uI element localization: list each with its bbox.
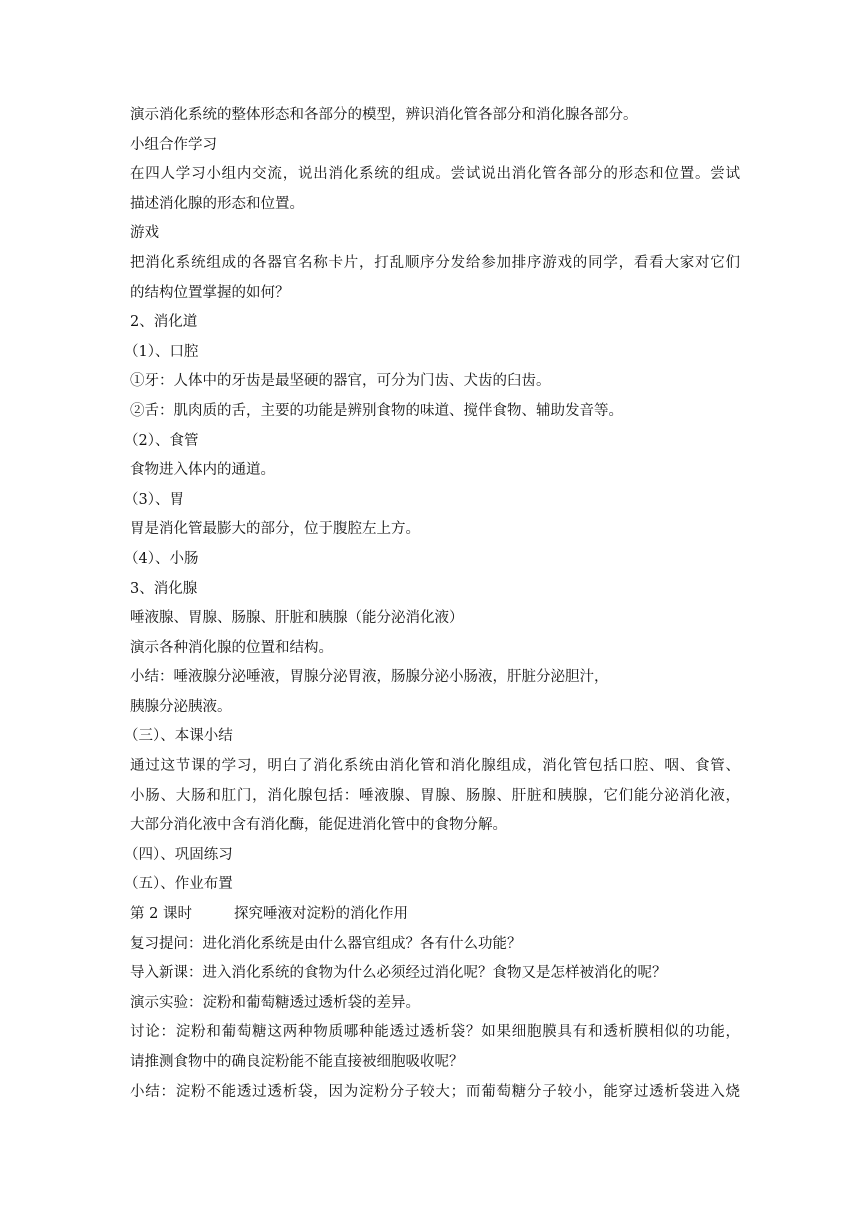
text-line: ②舌：肌肉质的舌，主要的功能是辨别食物的味道、搅伴食物、辅助发音等。: [130, 402, 623, 419]
subsection-heading: （2）、食管: [124, 432, 199, 449]
text-line: 把消化系统组成的各器官名称卡片，打乱顺序分发给参加排序游戏的同学，看看大家对它们: [130, 254, 740, 271]
text-line: 演示实验：淀粉和葡萄糖透过透析袋的差异。: [130, 994, 420, 1011]
text-line: 复习提问：进化消化系统是由什么器官组成？各有什么功能？: [130, 935, 522, 952]
text-line: 小结：唾液腺分泌唾液，胃腺分泌胃液，肠腺分泌小肠液，肝脏分泌胆汁，: [130, 669, 609, 686]
text-line: 唾液腺、胃腺、肠腺、肝脏和胰腺（能分泌消化液）: [130, 610, 464, 627]
text-line: 在四人学习小组内交流，说出消化系统的组成。尝试说出消化管各部分的形态和位置。尝试: [130, 166, 740, 183]
lesson-number: 第 2 课时: [130, 906, 192, 923]
text-line: 小肠、大肠和肛门，消化腺包括：唾液腺、胃腺、肠腺、肝脏和胰腺，它们能分泌消化液，: [130, 787, 740, 804]
text-line: 演示各种消化腺的位置和结构。: [130, 639, 333, 656]
text-line: 请推测食物中的确良淀粉能不能直接被细胞吸收呢？: [130, 1054, 464, 1070]
section-heading: （四）、巩固练习: [124, 846, 233, 863]
section-heading: （五）、作业布置: [124, 876, 233, 893]
subsection-heading: （3）、胃: [124, 491, 184, 508]
section-heading: （三）、本课小结: [124, 728, 233, 745]
section-heading: 游戏: [130, 225, 159, 242]
text-line: 演示消化系统的整体形态和各部分的模型，辨识消化管各部分和消化腺各部分。: [130, 107, 638, 123]
text-line: 导入新课：进入消化系统的食物为什么必须经过消化呢？食物又是怎样被消化的呢？: [130, 965, 667, 982]
text-line: 食物进入体内的通道。: [130, 462, 275, 479]
lesson-title: [130, 900, 740, 930]
section-heading: 3、消化腺: [130, 580, 198, 597]
subsection-heading: （1）、口腔: [124, 343, 199, 360]
text-line: 胃是消化管最膨大的部分，位于腹腔左上方。: [130, 521, 420, 538]
lesson-topic: 探究唾液对淀粉的消化作用: [233, 906, 408, 923]
document-body: [124, 101, 740, 1107]
text-line: 的结构位置掌握的如何？: [130, 284, 290, 301]
text-line: 描述消化腺的形态和位置。: [130, 195, 304, 212]
subsection-heading: （4）、小肠: [124, 550, 199, 567]
section-heading: 2、消化道: [130, 314, 198, 331]
text-line: ①牙：人体中的牙齿是最坚硬的器官，可分为门齿、犬齿的臼齿。: [130, 373, 551, 390]
text-line: 胰腺分泌胰液。: [130, 698, 232, 715]
section-heading: 小组合作学习: [130, 136, 217, 153]
text-line: 通过这节课的学习，明白了消化系统由消化管和消化腺组成，消化管包括口腔、咽、食管、: [130, 758, 740, 775]
text-line: 大部分消化液中含有消化酶，能促进消化管中的食物分解。: [130, 817, 507, 834]
text-line: 小结：淀粉不能透过透析袋，因为淀粉分子较大；而葡萄糖分子较小，能穿过透析袋进入烧: [130, 1083, 740, 1100]
text-line: 讨论：淀粉和葡萄糖这两种物质哪种能透过透析袋？如果细胞膜具有和透析膜相似的功能，: [130, 1024, 740, 1041]
